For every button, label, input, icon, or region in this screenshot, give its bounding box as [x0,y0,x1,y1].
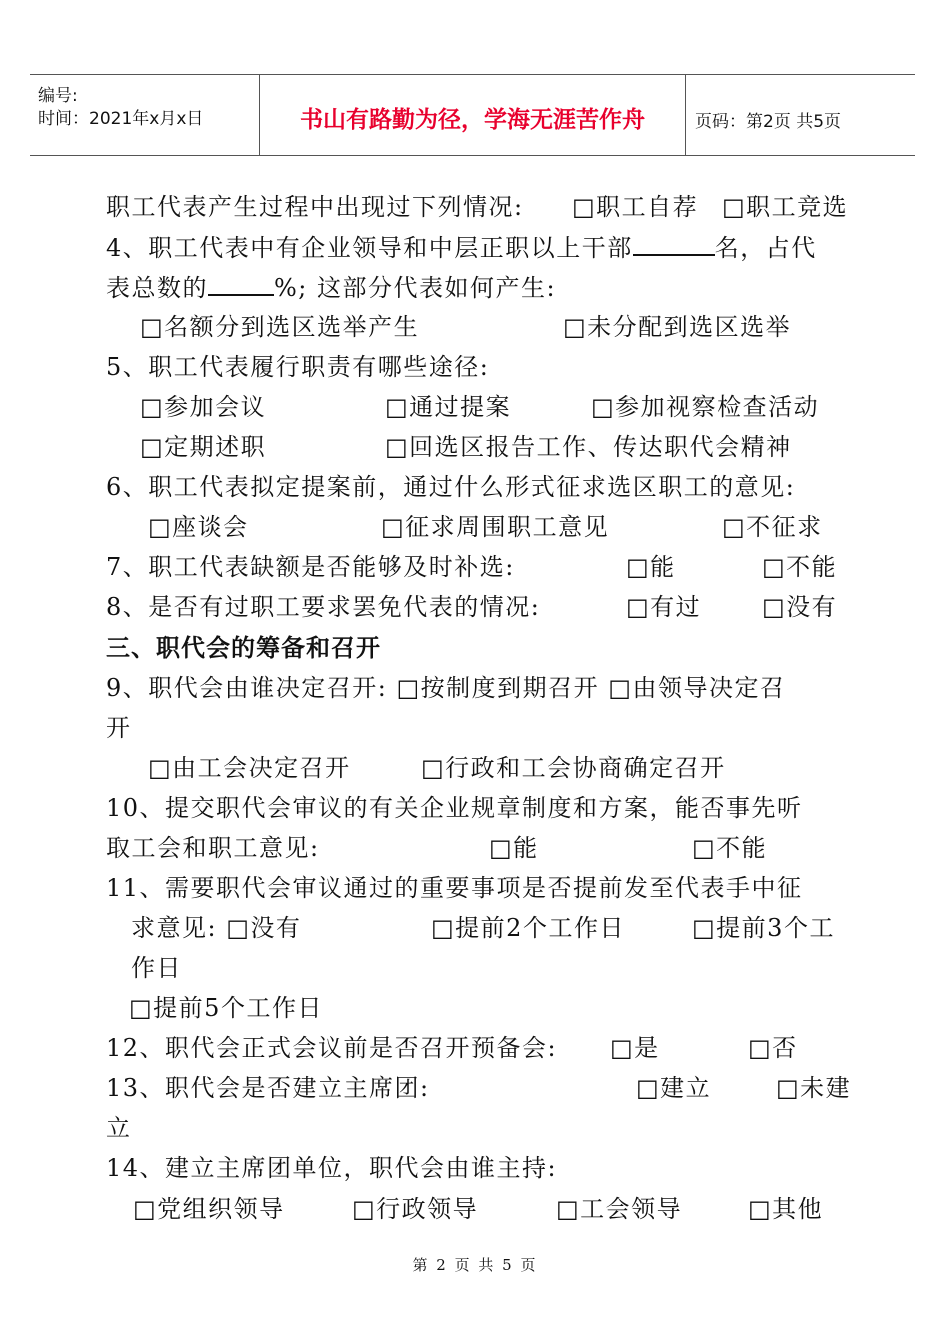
checkbox-option[interactable]: □提前3个工 [692,914,835,942]
question-11: 11、需要职代会审议通过的重要事项是否提前发至代表手中征 [106,874,803,902]
question-8: 8、是否有过职工要求罢免代表的情况: [106,593,541,621]
checkbox-option[interactable]: □不能 [692,834,768,862]
checkbox-option[interactable]: □否 [748,1034,798,1062]
question-9: 9、职代会由谁决定召开: □按制度到期召开 □由领导决定召 [106,674,786,702]
checkbox-option[interactable]: □未分配到选区选举 [563,313,792,341]
header-bottom-rule [30,155,915,156]
question-10: 10、提交职代会审议的有关企业规章制度和方案，能否事先听 [106,794,803,822]
question-text: 表总数的 [106,274,208,302]
checkbox-option[interactable]: □行政和工会协商确定召开 [421,754,726,782]
checkbox-option[interactable]: □通过提案 [385,393,512,421]
document-number-label: 编号: [38,86,78,106]
question-12: 12、职代会正式会议前是否召开预备会: [106,1034,558,1062]
checkbox-option[interactable]: □座谈会 [148,513,249,541]
question-6: 6、职工代表拟定提案前，通过什么形式征求选区职工的意见: [106,473,796,501]
checkbox-option[interactable]: □由工会决定召开 [148,754,351,782]
checkbox-option[interactable]: □党组织领导 [133,1195,285,1223]
question-14: 14、建立主席团单位，职代会由谁主持: [106,1154,558,1182]
header-motto: 书山有路勤为径，学海无涯苦作舟 [300,107,645,133]
checkbox-option[interactable]: □参加视察检查活动 [591,393,820,421]
blank-field[interactable] [208,272,274,296]
checkbox-option[interactable]: □工会领导 [556,1195,683,1223]
header-top-rule [30,74,915,75]
checkbox-option[interactable]: □提前2个工作日 [431,914,625,942]
checkbox-option[interactable]: □有过 [626,593,702,621]
checkbox-option[interactable]: □参加会议 [140,393,267,421]
checkbox-option[interactable]: □能 [489,834,539,862]
checkbox-option[interactable]: □提前5个工作日 [129,994,323,1022]
question-text: 名，占代 [714,234,817,262]
question-9-cont: 开 [106,714,132,742]
question-7: 7、职工代表缺额是否能够及时补选: [106,553,515,581]
checkbox-option[interactable]: □不征求 [722,513,823,541]
checkbox-option[interactable]: □能 [626,553,676,581]
question-4-cont [106,272,556,303]
page-footer: 第 2 页 共 5 页 [412,1256,538,1274]
document-date: 时间：2021年x月x日 [38,109,204,129]
blank-field[interactable] [633,232,715,256]
text-line: 职工代表产生过程中出现过下列情况: [106,193,524,221]
checkbox-option[interactable]: □征求周围职工意见 [381,513,610,541]
checkbox-option[interactable]: □是 [610,1034,660,1062]
checkbox-option[interactable]: □职工自荐 [572,193,699,221]
question-11-cont: 求意见: □没有 [131,914,302,942]
checkbox-option[interactable]: □职工竞选 [722,193,849,221]
question-11-cont: 作日 [131,954,182,982]
checkbox-option[interactable]: □未建 [776,1074,852,1102]
checkbox-option[interactable]: □不能 [762,553,838,581]
header-page-code: 页码：第2页 共5页 [695,112,842,132]
checkbox-option[interactable]: □定期述职 [140,433,267,461]
checkbox-option[interactable]: □名额分到选区选举产生 [140,313,420,341]
question-text: %; 这部分代表如何产生: [274,274,557,302]
section-heading: 三、职代会的筹备和召开 [106,634,381,662]
checkbox-option[interactable]: □建立 [636,1074,712,1102]
checkbox-option[interactable]: □行政领导 [352,1195,479,1223]
checkbox-option[interactable]: □回选区报告工作、传达职代会精神 [385,433,792,461]
question-text: 4、职工代表中有企业领导和中层正职以上干部 [106,234,633,262]
question-5: 5、职工代表履行职责有哪些途径: [106,353,490,381]
question-10-cont: 取工会和职工意见: [106,834,320,862]
question-4 [106,232,817,263]
header-divider-right [685,74,686,156]
checkbox-option[interactable]: □其他 [748,1195,824,1223]
question-13: 13、职代会是否建立主席团: [106,1074,430,1102]
question-13-cont: 立 [106,1114,132,1142]
checkbox-option[interactable]: □没有 [762,593,838,621]
